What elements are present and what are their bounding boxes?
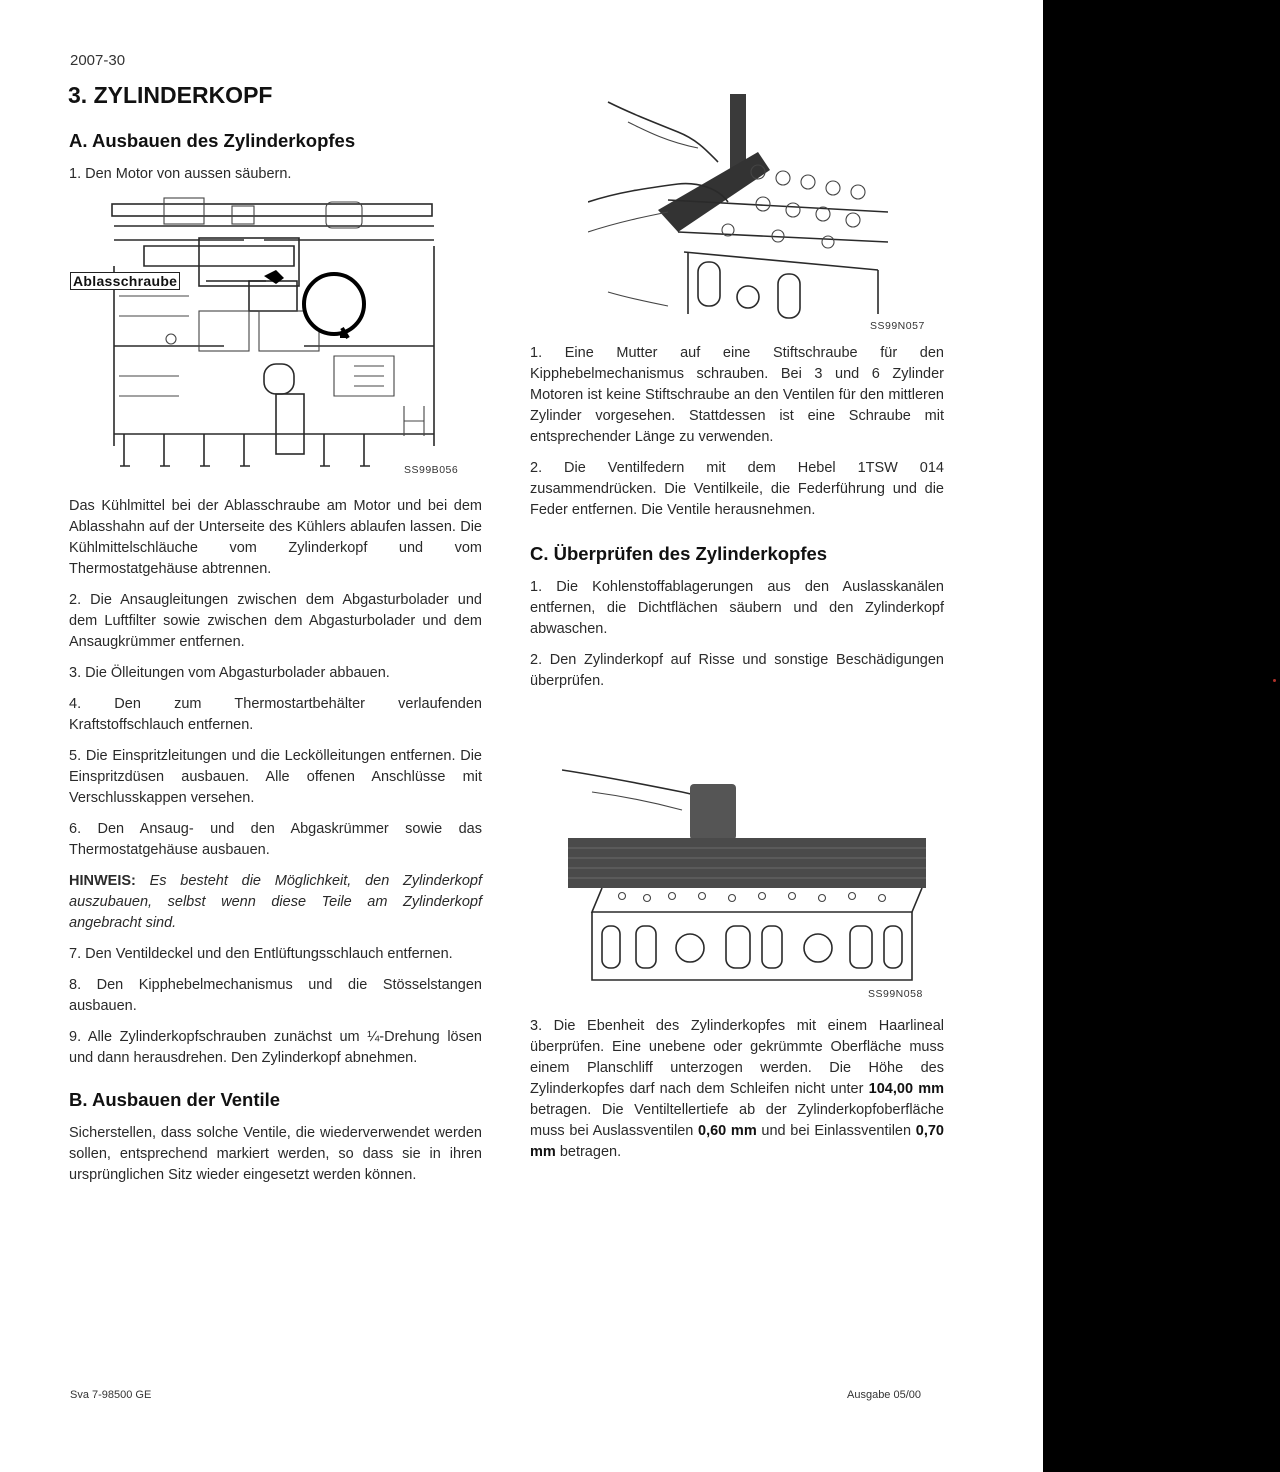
section-a-step-4: 4. Den zum Thermostartbehälter verlaufenden Kraftstoffschlauch entfernen. (69, 696, 482, 733)
left-column-body (69, 496, 482, 1196)
step3-text-b: betragen. Die Ventiltellertiefe ab der Zylinderkopfoberfläche muss bei Auslassventilen (530, 1102, 944, 1139)
right-column-bottom (530, 1016, 944, 1173)
min-height-value: 104,00 mm (868, 1081, 944, 1097)
section-a-step-9: 9. Alle Zylinderkopfschrauben zunächst um ¼-Drehung lösen und dann herausdrehen. Den Zylinderkopf abnehmen. (69, 1029, 482, 1066)
section-b-heading: B. Ausbauen der Ventile (69, 1089, 281, 1110)
section-b-paragraph: Sicherstellen, dass solche Ventile, die wiederverwendet werden sollen, entsprechend markiert werden, so dass sie in ihren ursprünglichen Sitz wieder eingesetzt werden können. (69, 1125, 482, 1183)
valve-compressor-drawing (588, 92, 888, 324)
black-margin (1043, 0, 1280, 1472)
straightedge-drawing (562, 762, 932, 986)
section-a-step-7: 7. Den Ventildeckel und den Entlüftungsschlauch entfernen. (69, 946, 453, 962)
engine-block-figure (104, 196, 444, 474)
figure-code-n057: SS99N057 (870, 320, 925, 332)
straightedge-figure (562, 762, 932, 986)
left-column (69, 130, 482, 195)
footer-edition: Ausgabe 05/00 (847, 1389, 922, 1401)
section-a-step-5: 5. Die Einspritzleitungen und die Leckölleitungen entfernen. Die Einspritzdüsen ausbauen. Alle offenen Anschlüsse mit Verschlusskappen versehen. (69, 748, 482, 806)
figure-code-n058: SS99N058 (868, 988, 923, 1000)
footer-document-code: Sva 7-98500 GE (70, 1389, 152, 1401)
chapter-title: 3. ZYLINDERKOPF (68, 82, 273, 108)
section-b-step-1: 1. Eine Mutter auf eine Stiftschraube für den Kipphebelmechanismus schrauben. Bei 3 und 6 Zylinder Motoren ist keine Stiftschraube an den Ventilen für den mittleren Zylinder vorgesehen. Stattdessen ist eine Schraube mit entsprechender Länge zu verwenden. (530, 345, 944, 445)
label-arrow-icon (206, 276, 266, 286)
section-c-step-1: 1. Die Kohlenstoffablagerungen aus den Auslasskanälen entfernen, die Dichtflächen säubern und den Zylinderkopf abwaschen. (530, 579, 944, 637)
hinweis-label: HINWEIS: (69, 873, 136, 889)
section-a-step-2: 2. Die Ansaugleitungen zwischen dem Abgasturbolader und dem Luftfilter sowie zwischen dem Abgasturbolader und dem Ansaugkrümmer entfernen. (69, 592, 482, 650)
engine-block-drawing (104, 196, 444, 474)
hinweis-text: Es besteht die Möglichkeit, den Zylinderkopf auszubauen, selbst wenn diese Teile am Zylinderkopf angebracht sind. (69, 873, 482, 931)
step3-text-a: 3. Die Ebenheit des Zylinderkopfes mit einem Haarlineal überprüfen. Eine unebene oder gekrümmte Oberfläche muss einem Planschliff unterzogen werden. Die Höhe des Zylinderkopfes darf nach dem Schleifen nicht unter (530, 1018, 944, 1097)
section-a-step-3: 3. Die Ölleitungen vom Abgasturbolader abbauen. (69, 665, 390, 681)
section-b-step-2: 2. Die Ventilfedern mit dem Hebel 1TSW 014 zusammendrücken. Die Ventilkeile, die Federführung und die Feder entfernen. Die Ventile herausnehmen. (530, 460, 944, 518)
hinweis-note (69, 871, 482, 934)
section-c-heading: C. Überprüfen des Zylinderkopfes (530, 543, 828, 564)
drain-screw-label: Ablasschraube (70, 272, 180, 290)
coolant-paragraph: Das Kühlmittel bei der Ablasschraube am Motor und bei dem Ablasshahn auf der Unterseite des Kühlers ablaufen lassen. Die Kühlmittelschläuche vom Zylinderkopf und vom Thermostatgehäuse abtrennen. (69, 498, 482, 577)
step3-text-c: und bei Einlassventilen (756, 1123, 916, 1139)
cursor-dot (1273, 679, 1276, 682)
right-column (530, 343, 944, 702)
section-a-step-1: 1. Den Motor von aussen säubern. (69, 166, 292, 182)
exhaust-depth-value: 0,60 mm (698, 1123, 757, 1139)
section-a-step-6: 6. Den Ansaug- und den Abgaskrümmer sowie das Thermostatgehäuse ausbauen. (69, 821, 482, 858)
valve-compressor-figure (588, 92, 888, 324)
figure-code-b056: SS99B056 (404, 464, 459, 476)
section-c-step-3 (530, 1016, 944, 1163)
section-c-step-2: 2. Den Zylinderkopf auf Risse und sonstige Beschädigungen überprüfen. (530, 652, 944, 689)
intake-depth-value: 0,70 mm (530, 1123, 944, 1160)
page-number: 2007-30 (70, 52, 126, 69)
section-a-heading: A. Ausbauen des Zylinderkopfes (69, 130, 356, 151)
step3-text-d: betragen. (555, 1144, 622, 1160)
section-a-step-8: 8. Den Kipphebelmechanismus und die Stösselstangen ausbauen. (69, 977, 482, 1014)
